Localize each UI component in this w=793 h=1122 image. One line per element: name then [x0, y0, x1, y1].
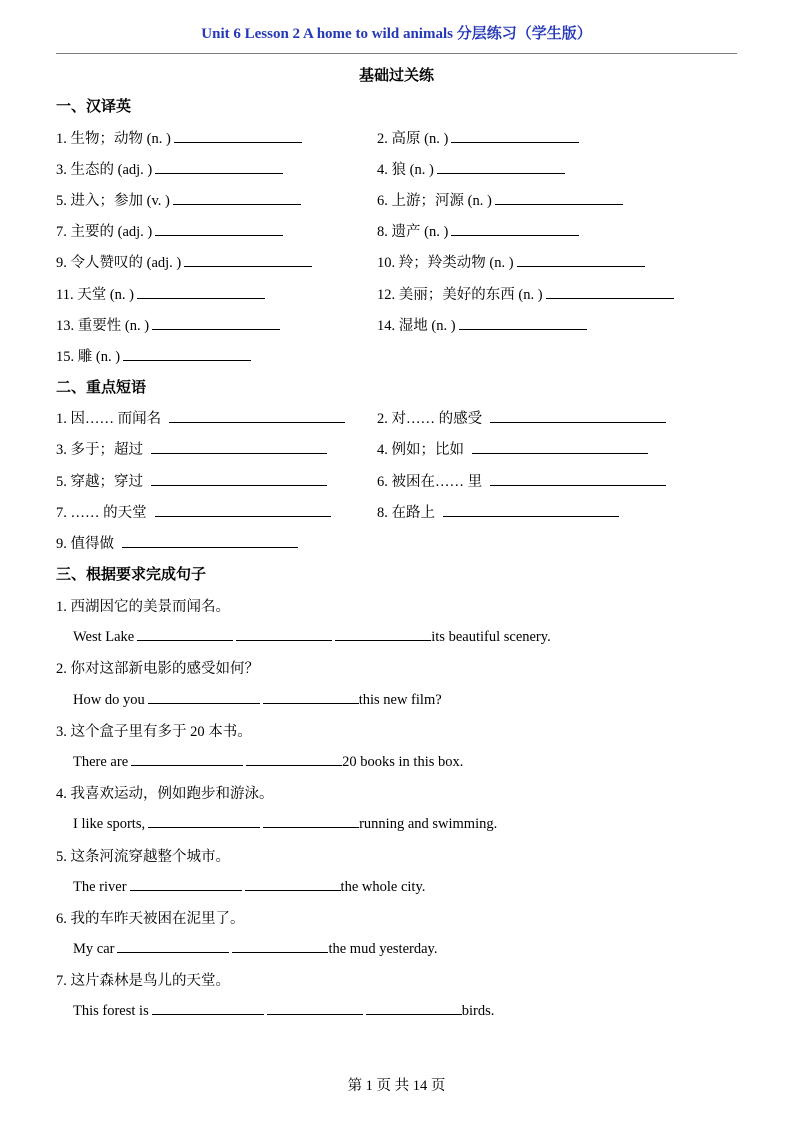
sentence-answer: There are 20 books in this box. [73, 751, 463, 771]
answer-blank[interactable] [451, 221, 579, 236]
phrase-item: 6. 被困在…… 里 [377, 470, 666, 491]
phrase-item: 7. …… 的天堂 [56, 501, 331, 522]
vocab-item: 14. 湿地 (n. ) [377, 314, 587, 335]
answer-blank[interactable] [148, 689, 260, 704]
answer-blank[interactable] [366, 1000, 462, 1015]
sentence-prompt: 3. 这个盒子里有多于 20 本书。 [56, 724, 252, 740]
answer-blank[interactable] [152, 315, 280, 330]
answer-blank[interactable] [517, 252, 645, 267]
sentence-answer: This forest is birds. [73, 1000, 494, 1020]
answer-blank[interactable] [123, 346, 251, 361]
phrase-item: 4. 例如；比如 [377, 438, 648, 459]
answer-blank[interactable] [155, 502, 331, 517]
answer-blank[interactable] [263, 689, 359, 704]
phrase-item: 5. 穿越；穿过 [56, 470, 327, 491]
vocab-item: 1. 生物；动物 (n. ) [56, 127, 302, 148]
answer-blank[interactable] [184, 252, 312, 267]
sentence-prompt: 7. 这片森林是鸟儿的天堂。 [56, 973, 230, 989]
document-header [56, 22, 737, 54]
answer-blank[interactable] [437, 159, 565, 174]
page-title: 基础过关练 [358, 68, 434, 84]
header-title: Unit 6 Lesson 2 A home to wild animals 分层练习（学生版） [201, 26, 592, 42]
vocab-item: 7. 主要的 (adj. ) [56, 220, 283, 241]
sentence-answer: My car the mud yesterday. [73, 938, 437, 958]
vocab-item: 9. 令人赞叹的 (adj. ) [56, 251, 312, 272]
answer-blank[interactable] [155, 159, 283, 174]
section-heading: 一、汉译英 [56, 99, 132, 115]
answer-blank[interactable] [546, 284, 674, 299]
answer-blank[interactable] [451, 128, 579, 143]
answer-blank[interactable] [122, 533, 298, 548]
phrase-item: 1. 因…… 而闻名 [56, 407, 345, 428]
sentence-prompt: 2. 你对这部新电影的感受如何？ [56, 661, 259, 677]
answer-blank[interactable] [236, 626, 332, 641]
answer-blank[interactable] [117, 938, 229, 953]
answer-blank[interactable] [151, 439, 327, 454]
vocab-item: 15. 雕 (n. ) [56, 345, 251, 366]
answer-blank[interactable] [490, 408, 666, 423]
vocab-item: 4. 狼 (n. ) [377, 158, 565, 179]
sentence-answer: West Lake its beautiful scenery. [73, 626, 551, 646]
vocab-item: 6. 上游；河源 (n. ) [377, 189, 623, 210]
answer-blank[interactable] [246, 751, 342, 766]
sentence-answer: The river the whole city. [73, 876, 425, 896]
answer-blank[interactable] [495, 190, 623, 205]
answer-blank[interactable] [152, 1000, 264, 1015]
sentence-answer: I like sports, running and swimming. [73, 813, 497, 833]
vocab-item: 12. 美丽；美好的东西 (n. ) [377, 283, 674, 304]
answer-blank[interactable] [174, 128, 302, 143]
vocab-item: 11. 天堂 (n. ) [56, 283, 265, 304]
phrase-item: 2. 对…… 的感受 [377, 407, 666, 428]
answer-blank[interactable] [169, 408, 345, 423]
page-number: 第 1 页 共 14 页 [347, 1078, 446, 1094]
section-heading: 二、重点短语 [56, 380, 147, 396]
answer-blank[interactable] [131, 751, 243, 766]
vocab-item: 8. 遗产 (n. ) [377, 220, 579, 241]
sentence-prompt: 5. 这条河流穿越整个城市。 [56, 849, 230, 865]
answer-blank[interactable] [148, 813, 260, 828]
answer-blank[interactable] [335, 626, 431, 641]
sentence-prompt: 4. 我喜欢运动，例如跑步和游泳。 [56, 786, 274, 802]
answer-blank[interactable] [137, 626, 233, 641]
answer-blank[interactable] [459, 315, 587, 330]
vocab-item: 2. 高原 (n. ) [377, 127, 579, 148]
section-heading: 三、根据要求完成句子 [56, 567, 207, 583]
sentence-prompt: 6. 我的车昨天被困在泥里了。 [56, 911, 245, 927]
answer-blank[interactable] [245, 876, 341, 891]
answer-blank[interactable] [267, 1000, 363, 1015]
sentence-prompt: 1. 西湖因它的美景而闻名。 [56, 599, 230, 615]
answer-blank[interactable] [472, 439, 648, 454]
answer-blank[interactable] [130, 876, 242, 891]
phrase-item: 9. 值得做 [56, 532, 298, 553]
vocab-item: 13. 重要性 (n. ) [56, 314, 280, 335]
answer-blank[interactable] [151, 471, 327, 486]
sentence-answer: How do you this new film? [73, 689, 442, 709]
answer-blank[interactable] [232, 938, 328, 953]
vocab-item: 5. 进入；参加 (v. ) [56, 189, 301, 210]
answer-blank[interactable] [490, 471, 666, 486]
vocab-item: 10. 羚；羚类动物 (n. ) [377, 251, 645, 272]
answer-blank[interactable] [443, 502, 619, 517]
vocab-item: 3. 生态的 (adj. ) [56, 158, 283, 179]
answer-blank[interactable] [173, 190, 301, 205]
phrase-item: 8. 在路上 [377, 501, 619, 522]
answer-blank[interactable] [263, 813, 359, 828]
answer-blank[interactable] [137, 284, 265, 299]
answer-blank[interactable] [155, 221, 283, 236]
phrase-item: 3. 多于；超过 [56, 438, 327, 459]
